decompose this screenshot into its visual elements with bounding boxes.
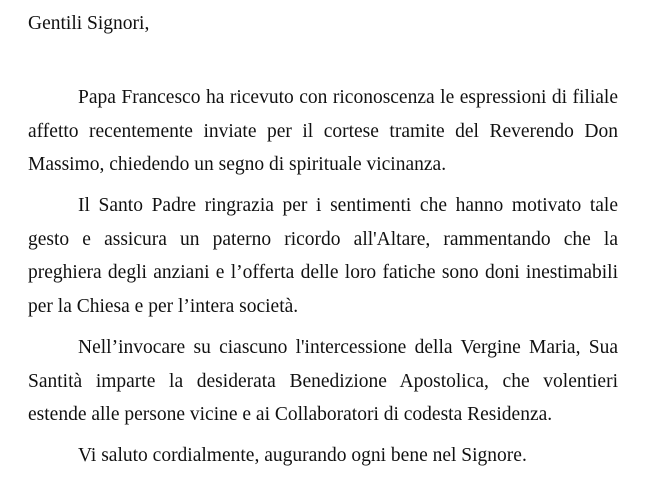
paragraph-gratitude: Il Santo Padre ringrazia per i sentimenti che hanno motivato tale gesto e assicura un paterno ricordo all'Altare, rammentando che la preghiera degli anziani e l’offerta delle loro fatiche sono doni inestimabili per la Chiesa e per l’intera società. [28,195,618,317]
paragraph-blessing: Nell’invocare su ciascuno l'intercessione della Vergine Maria, Sua Santità imparte la desiderata Benedizione Apostolica, che volentieri estende alle persone vicine e ai Collaboratori di codesta Residenza. [28,337,618,425]
paragraph-acknowledgement: Papa Francesco ha ricevuto con riconoscenza le espressioni di filiale affetto recentemente inviate per il cortese tramite del Reverendo Don Massimo, chiedendo un segno di spirituale vicinanza. [28,87,618,175]
paragraph-closing: Vi saluto cordialmente, augurando ogni bene nel Signore. [78,445,527,466]
salutation: Gentili Signori, [28,13,150,34]
